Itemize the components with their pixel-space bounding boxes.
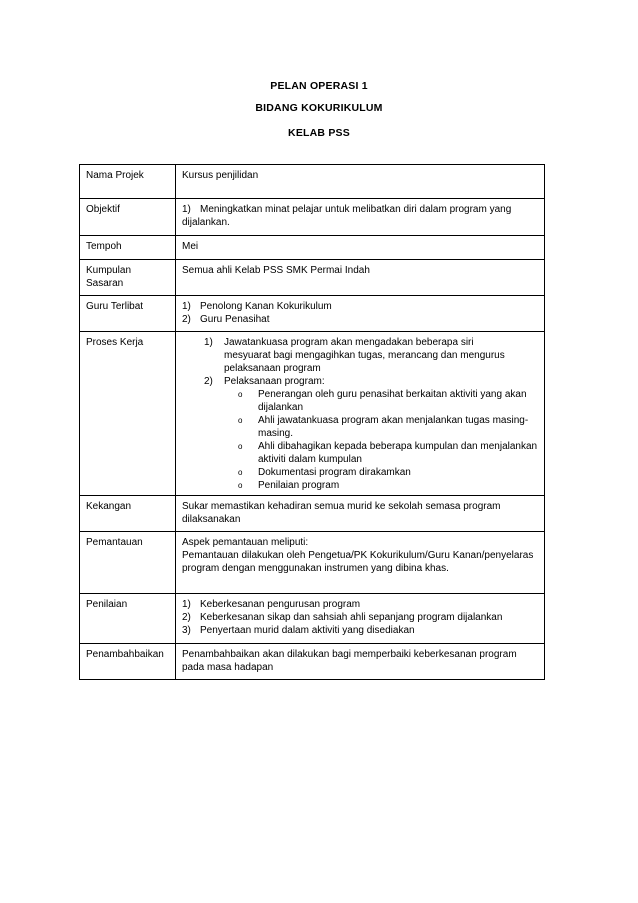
pemantauan-heading: Aspek pemantauan meliputi: <box>182 537 309 548</box>
row-penambahbaikan <box>80 644 545 680</box>
label-proses-kerja: Proses Kerja <box>80 332 176 496</box>
bullet-marker: o <box>238 390 243 399</box>
document-title: PELAN OPERASI 1 <box>270 80 368 92</box>
bullet-marker: o <box>238 442 243 451</box>
bullet-marker: o <box>238 481 243 490</box>
penilaian-item-number: 3) <box>182 625 191 636</box>
label-pemantauan: Pemantauan <box>80 532 176 594</box>
penilaian-item-text: Keberkesanan sikap dan sahsiah ahli sepanjang program dijalankan <box>200 612 503 623</box>
bullet-marker: o <box>238 468 243 477</box>
row-objektif <box>80 199 545 236</box>
bullet-marker: o <box>238 416 243 425</box>
value-tempoh: Mei <box>176 236 545 260</box>
operation-plan-table <box>79 164 545 680</box>
pemantauan-detail: Pemantauan dilakukan oleh Pengetua/PK Kokurikulum/Guru Kanan/penyelaras program dengan menggunakan instrumen yang dibina khas. <box>182 550 534 574</box>
guru-item <box>182 300 539 313</box>
guru-item-text: Guru Penasihat <box>200 314 270 325</box>
label-penambahbaikan: Penambahbaikan <box>80 644 176 680</box>
value-penambahbaikan: Penambahbaikan akan dilakukan bagi memperbaiki keberkesanan program pada masa hadapan <box>176 644 545 680</box>
value-penilaian <box>176 594 545 644</box>
penilaian-item-text: Keberkesanan pengurusan program <box>200 599 361 610</box>
penilaian-item-text: Penyertaan murid dalam aktiviti yang disediakan <box>200 625 415 636</box>
proses-bullet <box>238 466 539 479</box>
proses-bullet <box>238 414 539 440</box>
label-kekangan: Kekangan <box>80 496 176 532</box>
proses-bullet-list <box>182 388 539 492</box>
proses-step-1-text: Jawatankuasa program akan mengadakan beberapa siri mesyuarat bagi mengagihkan tugas, merancang dan mengurus pelaksanaan program <box>224 337 505 374</box>
row-kekangan <box>80 496 545 532</box>
row-penilaian <box>80 594 545 644</box>
guru-item <box>182 313 539 326</box>
value-pemantauan <box>176 532 545 594</box>
document-subtitle-kelab: KELAB PSS <box>288 127 350 139</box>
row-pemantauan <box>80 532 545 594</box>
value-proses-kerja <box>176 332 545 496</box>
guru-item-number: 2) <box>182 314 191 325</box>
guru-item-number: 1) <box>182 301 191 312</box>
value-guru-terlibat <box>176 296 545 332</box>
label-penilaian: Penilaian <box>80 594 176 644</box>
label-kumpulan-line2: Sasaran <box>86 278 124 289</box>
proses-step-2-number: 2) <box>204 376 213 387</box>
proses-bullet <box>238 479 539 492</box>
label-tempoh: Tempoh <box>80 236 176 260</box>
document-subtitle-bidang: BIDANG KOKURIKULUM <box>255 102 383 114</box>
label-kumpulan-line1: Kumpulan <box>86 265 132 276</box>
bullet-text: Ahli dibahagikan kepada beberapa kumpulan dan menjalankan aktiviti dalam kumpulan <box>258 441 538 465</box>
row-tempoh <box>80 236 545 260</box>
bullet-text: Ahli jawatankuasa program akan menjalankan tugas masing-masing. <box>258 415 529 439</box>
value-kumpulan-sasaran: Semua ahli Kelab PSS SMK Permai Indah <box>176 260 545 296</box>
row-kumpulan-sasaran <box>80 260 545 296</box>
proses-bullet <box>238 388 539 414</box>
penilaian-item <box>182 611 539 624</box>
bullet-text: Dokumentasi program dirakamkan <box>258 467 411 478</box>
row-guru-terlibat <box>80 296 545 332</box>
bullet-text: Penilaian program <box>258 480 340 491</box>
guru-item-text: Penolong Kanan Kokurikulum <box>200 301 332 312</box>
penilaian-item-number: 2) <box>182 612 191 623</box>
value-nama-projek: Kursus penjilidan <box>176 165 545 199</box>
objektif-number: 1) <box>182 204 191 215</box>
bullet-text: Penerangan oleh guru penasihat berkaitan aktiviti yang akan dijalankan <box>258 389 527 413</box>
row-proses-kerja <box>80 332 545 496</box>
label-nama-projek: Nama Projek <box>80 165 176 199</box>
proses-step-1 <box>182 336 539 375</box>
proses-step-2 <box>182 375 539 388</box>
label-objektif: Objektif <box>80 199 176 236</box>
proses-bullet <box>238 440 539 466</box>
value-kekangan: Sukar memastikan kehadiran semua murid ke sekolah semasa program dilaksanakan <box>176 496 545 532</box>
label-kumpulan-sasaran <box>80 260 176 296</box>
objektif-text: Meningkatkan minat pelajar untuk melibatkan diri dalam program yang dijalankan. <box>182 204 512 228</box>
penilaian-item <box>182 624 539 637</box>
proses-step-1-number: 1) <box>204 337 213 348</box>
proses-step-2-text: Pelaksanaan program: <box>224 376 325 387</box>
value-objektif <box>176 199 545 236</box>
penilaian-item-number: 1) <box>182 599 191 610</box>
penilaian-item <box>182 598 539 611</box>
label-guru-terlibat: Guru Terlibat <box>80 296 176 332</box>
row-nama-projek <box>80 165 545 199</box>
